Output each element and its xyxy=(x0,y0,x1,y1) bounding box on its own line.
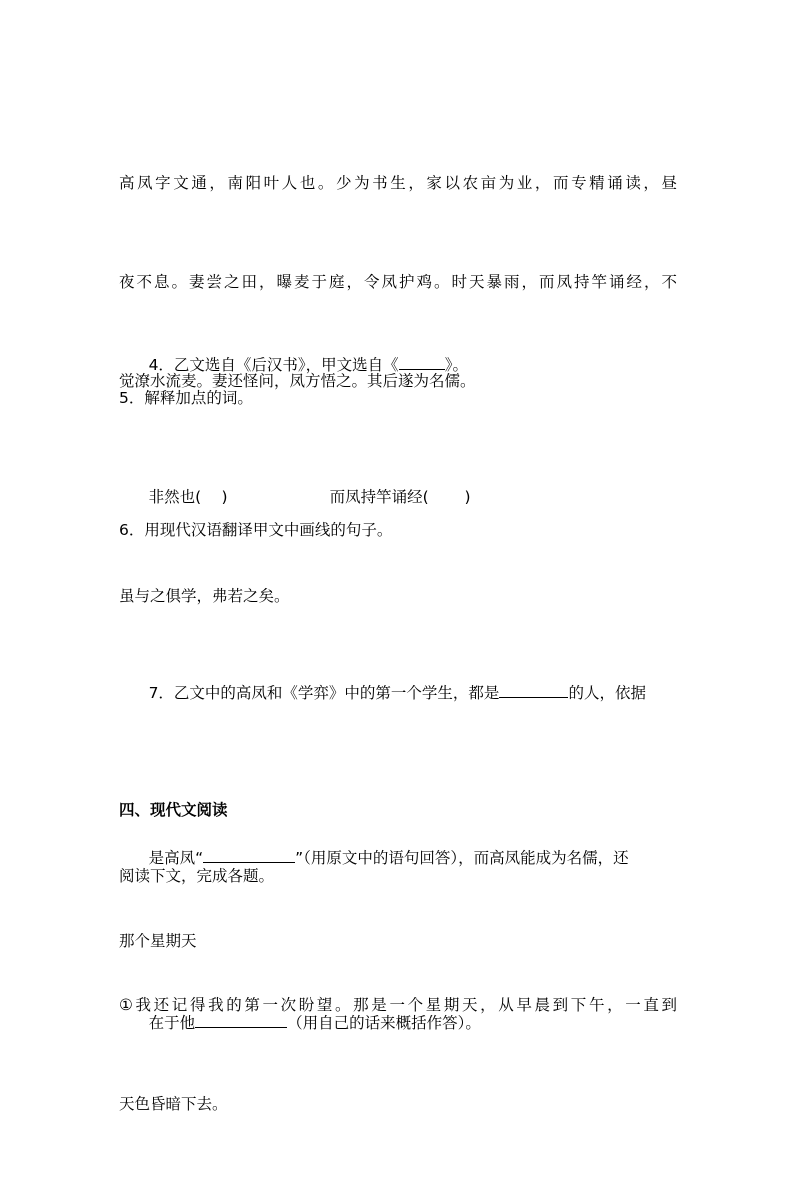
question-7-line-3-prefix: 在于他 xyxy=(148,1014,196,1032)
question-7-line-1-suffix: 的人，依据 xyxy=(568,684,646,702)
question-7-line-2-suffix: ”（用原文中的语句回答），而高凤能成为名儒，还 xyxy=(295,849,629,867)
question-6-text: 6．用现代汉语翻译甲文中画线的句子。 xyxy=(119,521,393,539)
article-title: 那个星期天 xyxy=(119,932,197,950)
reading-instruction: 阅读下文，完成各题。 xyxy=(119,867,275,885)
question-4-suffix: 》。 xyxy=(444,356,468,374)
answer-blank-trait[interactable] xyxy=(499,679,568,698)
question-7-line-2-prefix: 是高凤“ xyxy=(148,849,204,867)
question-7-line-1-prefix: 7．乙文中的高凤和《学弈》中的第一个学生，都是 xyxy=(148,684,500,702)
question-5-text: 5．解释加点的词。 xyxy=(119,389,253,407)
passage-yi-line-2: 夜不息。妻尝之田，曝麦于庭，令凤护鸡。时天暴雨，而凤持竿诵经，不 xyxy=(119,273,677,291)
question-4-prefix: 4．乙文选自《后汉书》，甲文选自《 xyxy=(148,356,399,374)
question-7-line-3-suffix: （用自己的话来概括作答）。 xyxy=(287,1014,481,1032)
paragraph-1-line-1: ①我还记得我的第一次盼望。那是一个星期天，从早晨到下午，一直到 xyxy=(119,996,677,1014)
question-5-item-1: 非然也( ) xyxy=(148,488,228,506)
passage-yi-line-3: 觉潦水流麦。妻还怪问，凤方悟之。其后遂为名儒。 xyxy=(119,372,476,390)
paragraph-1-line-2: 天色昏暗下去。 xyxy=(119,1095,228,1113)
section-heading: 四、现代文阅读 xyxy=(119,801,228,819)
article-paragraph-1 xyxy=(119,923,677,1187)
passage-yi-line-1: 高凤字文通，南阳叶人也。少为书生，家以农亩为业，而专精诵读，昼 xyxy=(119,174,677,192)
question-6-sentence: 虽与之俱学，弗若之矣。 xyxy=(119,587,290,605)
question-5-item-2: 而凤持竿诵经( ) xyxy=(329,488,471,506)
